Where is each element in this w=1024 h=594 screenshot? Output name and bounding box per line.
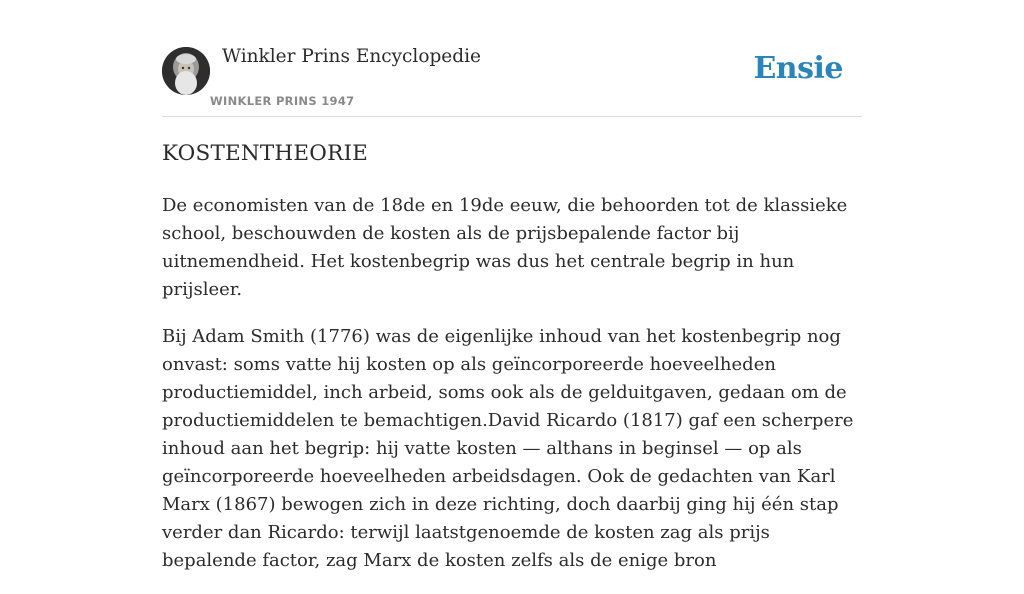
article-title: KOSTENTHEORIE [162,141,369,166]
paragraph: De economisten van de 18de en 19de eeuw, die behoorden tot de klassieke school, beschouwden de kosten als de prijsbepalende factor bij uitnemendheid. Het kostenbegrip was dus het centrale begrip in hun prijsleer. [162,195,848,300]
author-portrait-icon [162,47,210,95]
edition-label[interactable]: WINKLER PRINS 1947 [210,94,355,108]
site-title[interactable]: Winkler Prins Encyclopedie [222,46,481,67]
avatar[interactable] [162,47,210,95]
brand-logo[interactable]: Ensie [753,51,843,86]
article-body [162,192,862,594]
paragraph: Bij Adam Smith (1776) was de eigenlijke inhoud van het kostenbegrip nog onvast: soms vatte hij kosten op als geïncorporeerde hoeveelheden productiemiddel, inch arbeid, soms ook als de gelduitgaven, gedaan om de productiemiddelen te bemachtigen.David Ricardo (1817) gaf een scherpere inhoud aan het begrip: hij vatte kosten — althans in beginsel — op als geïncorporeerde hoeveelheden arbeidsdagen. Ook de gedachten van Karl Marx (1867) bewogen zich in deze richting, doch daarbij ging hij één stap verder dan Ricardo: terwijl laatstgenoemde de kosten zag als prijs bepalende factor, zag Marx de kosten zelfs als de enige bron [162,326,854,571]
page [162,0,862,571]
header [162,0,862,117]
